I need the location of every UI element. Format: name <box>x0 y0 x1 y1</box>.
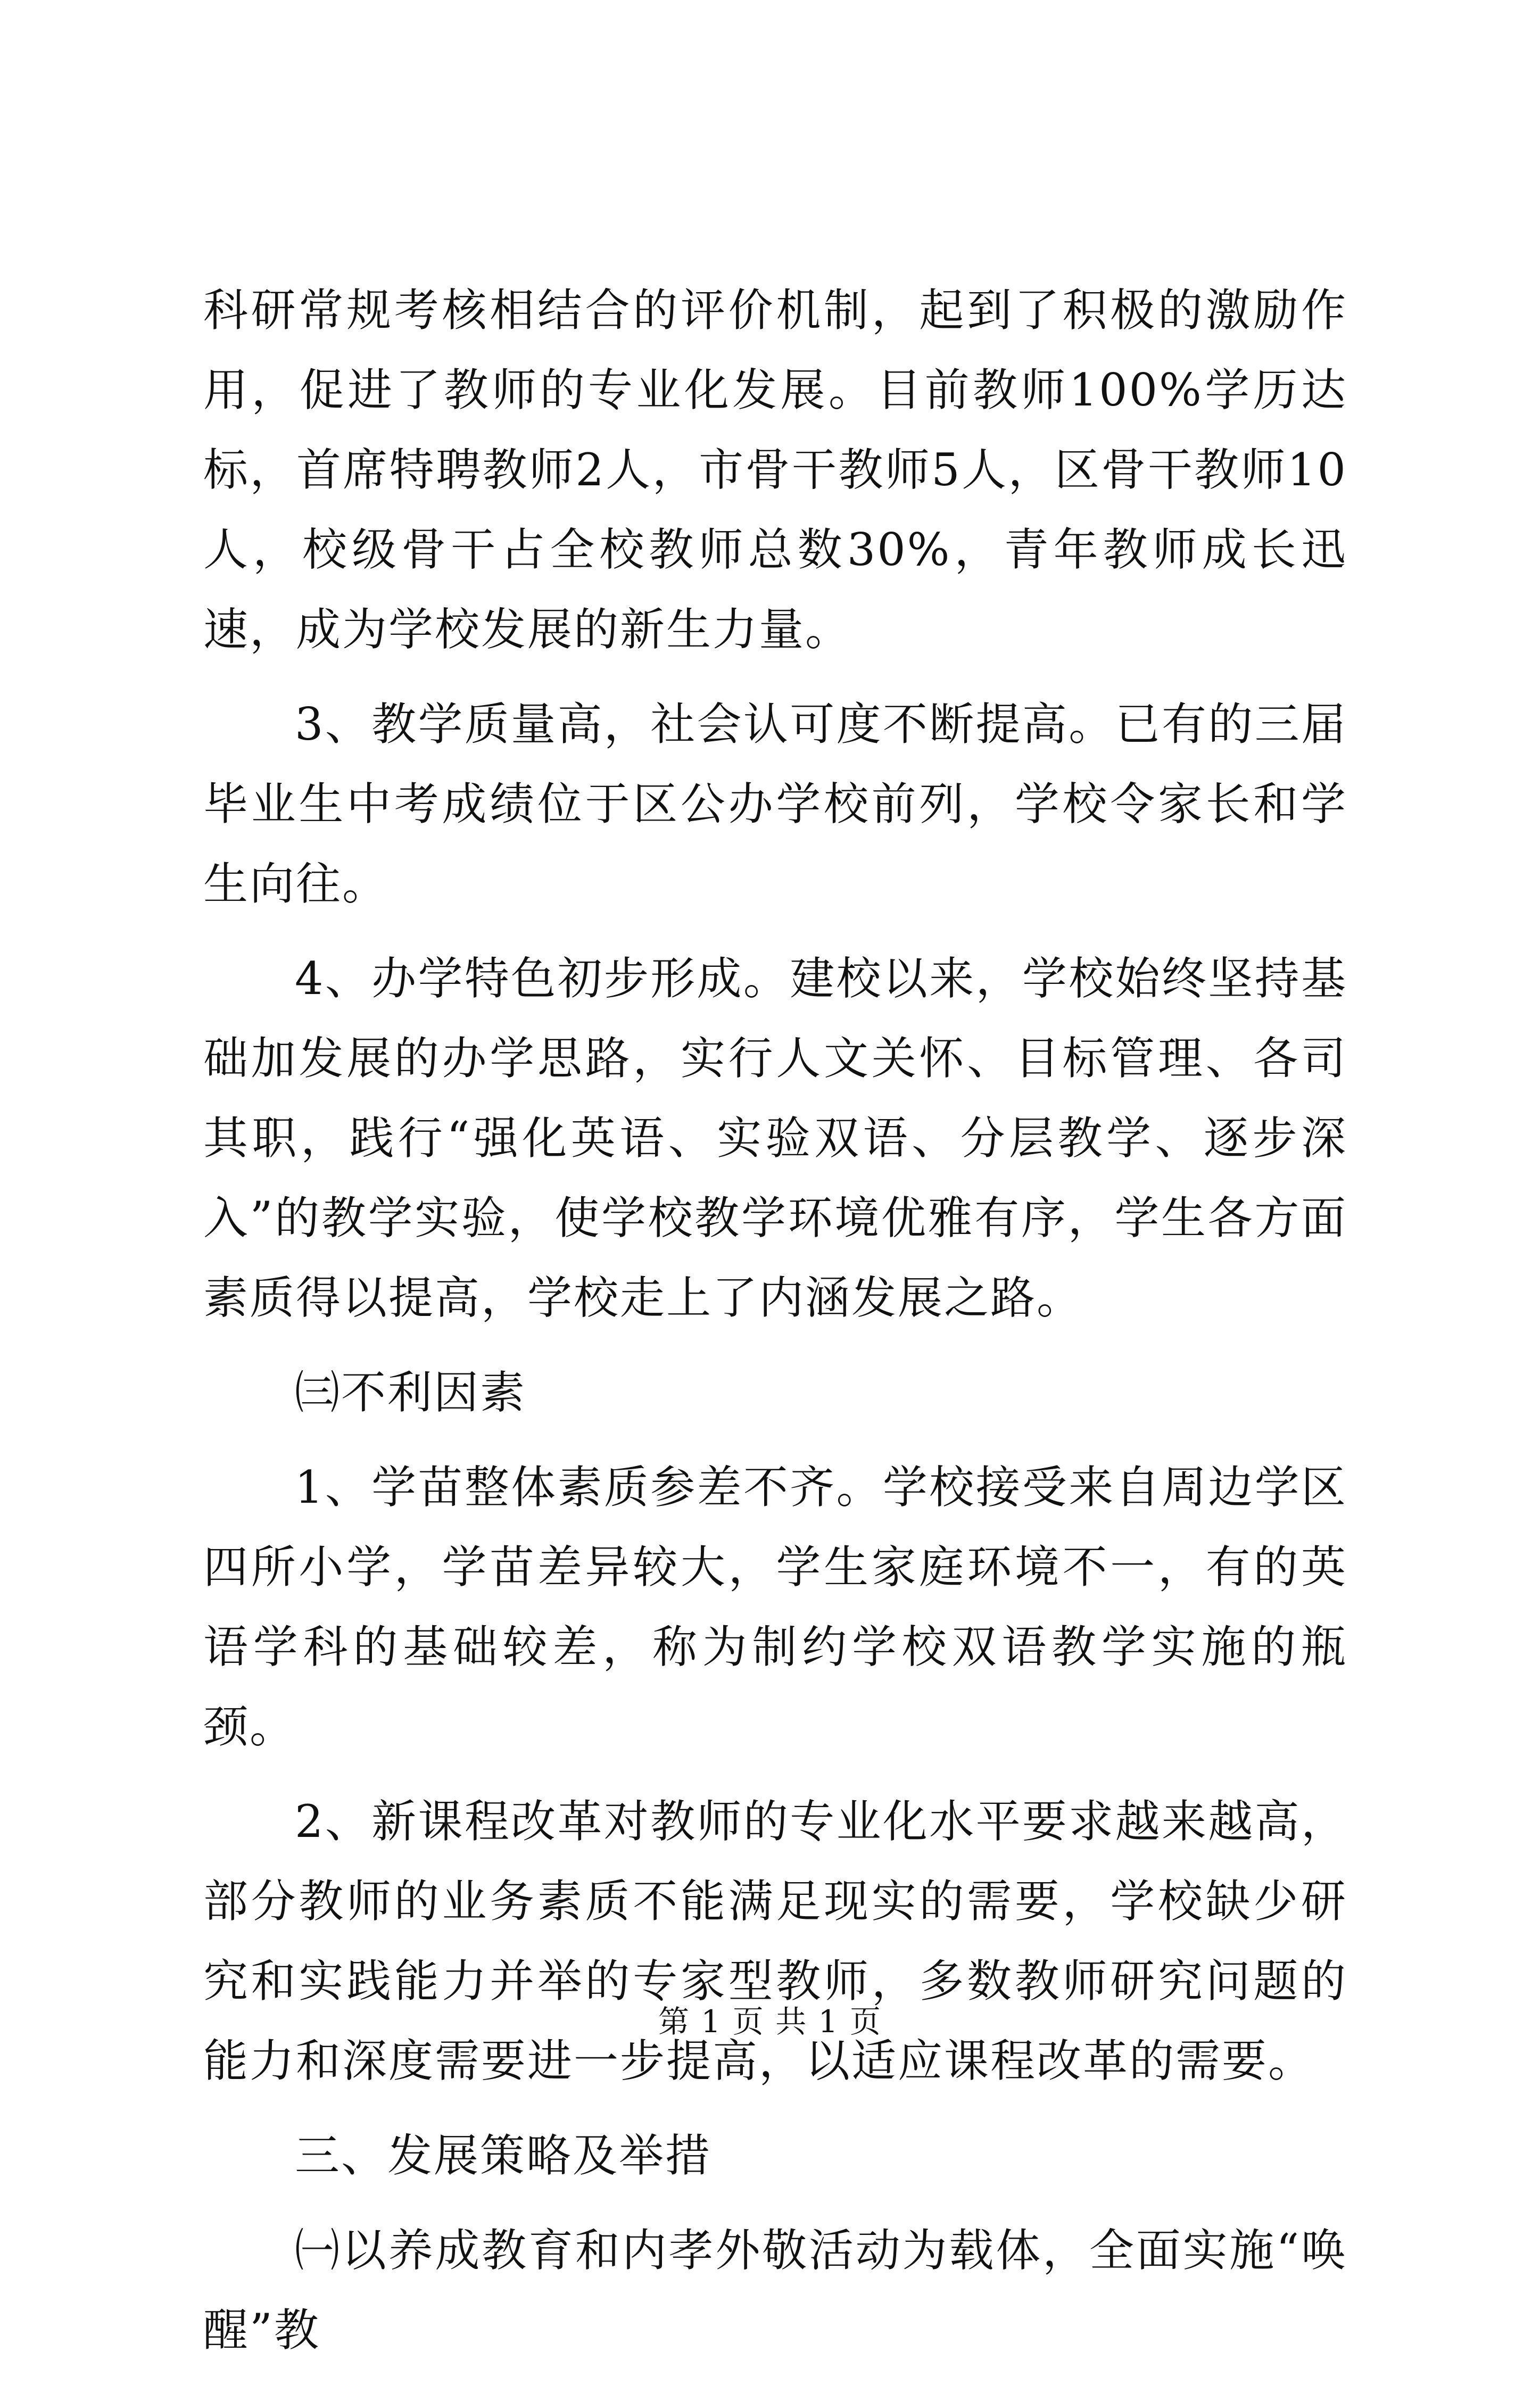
paragraph-strategy-one: ㈠以养成教育和内孝外敬活动为载体，全面实施“唤醒”教 <box>203 2224 1347 2356</box>
paragraph-curriculum-reform: 2、新课程改革对教师的专业化水平要求越来越高，部分教师的业务素质不能满足现实的需要，学校缺少研究和实践能力并举的专家型教师，多数教师研究问题的能力和深度需要进一步提高，以适应课程改革的需要。 <box>203 1795 1347 2087</box>
paragraph-evaluation-mechanism: 科研常规考核相结合的评价机制，起到了积极的激励作用，促进了教师的专业化发展。目前教师100%学历达标，首席特聘教师2人，市骨干教师5人，区骨干教师10人，校级骨干占全校教师总数30%，青年教师成长迅速，成为学校发展的新生力量。 <box>203 284 1347 656</box>
paragraph-student-quality: 1、学苗整体素质参差不齐。学校接受来自周边学区四所小学，学苗差异较大，学生家庭环境不一，有的英语学科的基础较差，称为制约学校双语教学实施的瓶颈。 <box>203 1461 1347 1753</box>
page-footer: 第 1 页 共 1 页 <box>658 2003 882 2040</box>
paragraph-school-characteristics: 4、办学特色初步形成。建校以来，学校始终坚持基础加发展的办学思路，实行人文关怀、目标管理、各司其职，践行“强化英语、实验双语、分层教学、逐步深入”的教学实验，使学校教学环境优雅有序，学生各方面素质得以提高，学校走上了内涵发展之路。 <box>203 953 1347 1324</box>
heading-unfavorable-factors: ㈢不利因素 <box>295 1367 527 1419</box>
paragraph-teaching-quality: 3、教学质量高，社会认可度不断提高。已有的三届毕业生中考成绩位于区公办学校前列，学校令家长和学生向往。 <box>203 698 1347 910</box>
document-body <box>203 270 1347 2385</box>
heading-development-strategy: 三、发展策略及举措 <box>295 2130 712 2182</box>
